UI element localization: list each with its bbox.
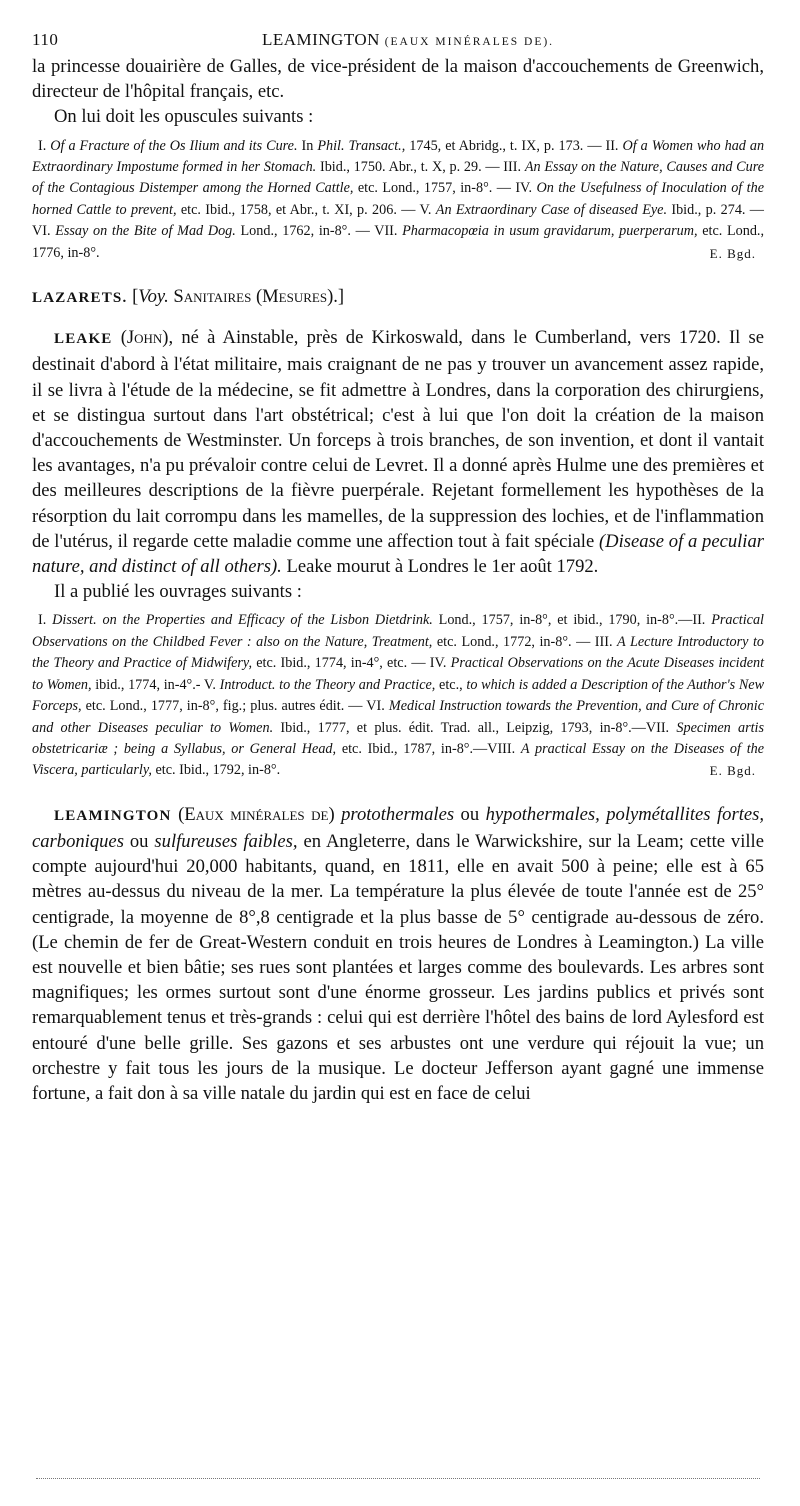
author-signature: E. Bgd. bbox=[709, 245, 756, 261]
leamington-term: sulfureuses faibles, bbox=[154, 830, 298, 852]
biblio-text: Lond., 1757, in-8°, et ibid., 1790, in-8°.—II. bbox=[438, 612, 706, 629]
biblio-title: A Lecture Introductory to the Theory and Practice of Midwifery, bbox=[32, 633, 765, 672]
page-number: 110 bbox=[32, 30, 59, 49]
biblio-text: etc. Ibid., 1792, in-8°. bbox=[155, 762, 281, 779]
biblio-title: A practical Essay on the Diseases of the Viscera, particularly, bbox=[32, 740, 765, 779]
biblio-text: etc. Lond., 1772, in-8°. — III. bbox=[436, 633, 613, 650]
biblio-title: to which is added a Description of the Author's New Forceps, bbox=[32, 676, 765, 715]
running-head bbox=[32, 30, 764, 54]
leamington-text: ou bbox=[460, 803, 480, 825]
running-title bbox=[32, 30, 764, 50]
leamington-subtitle: (Eaux minérales de) bbox=[178, 803, 335, 825]
biblio-title: An Extraordinary Case of diseased Eye. bbox=[435, 201, 668, 218]
biblio-title: Introduct. to the Theory and Practice, bbox=[219, 676, 436, 693]
biblio-title: On the Usefulness of Inoculation of the horned Cattle to prevent, bbox=[32, 180, 765, 218]
leamington-description: en Angleterre, dans le Warwickshire, sur la Leam; cette ville compte aujourd'hui 20,000 habitants, quand, en 1811, elle en avait 500 à peine; elle est à 65 mètres au-dessus du niveau de la mer. La température la plus élevée de toute l'année est de 25° centigrade, la moyenne de 8°,8 centigrade et la plus basse de 5° centigrade au-dessous de zéro. (Le chemin de fer de Great-Western conduit en trois heures de Londres à Leamington.) La ville est nouvelle et bien bâtie; ses rues sont plantées et larges comme des boulevards. Les arbres sont magnifiques; les ormes surtout sont d'une énorme grosseur. Les jardins publics et privés sont remarquablement tenus et très-grands : celui qui est derrière l'hôtel des bains de lord Aylesford est entouré d'une belle grille. Ses gazons et ses arbustes ont une verdure qui réjouit la vue; un orchestre y fait tous les jours de la musique. Le docteur Jefferson ayant gagné une immense fortune, a fait don à sa ville natale du jardin qui est en face de celui bbox=[32, 830, 764, 1104]
biblio-title: Essay on the Bite of Mad Dog. bbox=[55, 223, 236, 240]
leake-quote: (Disease of a peculiar nature, and distinct of all others). bbox=[32, 530, 764, 578]
leamington-term: protothermales bbox=[341, 803, 455, 825]
leamington-text: ou bbox=[129, 830, 149, 852]
biblio-text: etc., bbox=[439, 676, 463, 693]
footer-dotted-rule bbox=[36, 1478, 760, 1479]
entry-leamington bbox=[32, 802, 764, 1106]
intro-works-heading: On lui doit les opuscules suivants : bbox=[54, 106, 314, 128]
biblio-text: Ibid., 1777, et plus. édit. Trad. all., Leipzig, 1793, in-8°.—VII. bbox=[280, 719, 670, 736]
cross-ref-bracket: [ bbox=[132, 286, 139, 308]
biblio-text: Lond., 1762, in-8°. — VII. bbox=[240, 223, 398, 240]
biblio-text: etc. Lond., 1757, in-8°. — IV. bbox=[357, 180, 533, 197]
leake-forename: (John), bbox=[120, 327, 174, 349]
headword-leake: LEAKE bbox=[54, 331, 113, 348]
biblio-title: Dissert. on the Properties and Efficacy of the Lisbon Dietdrink. bbox=[52, 612, 433, 629]
biblio-text: etc. Ibid., 1774, in-4°, etc. — IV. bbox=[256, 655, 447, 672]
biblio-text: 1745, et Abridg., t. IX, p. 173. — II. bbox=[409, 137, 619, 154]
bibliography-entry bbox=[32, 610, 764, 781]
intro-continuation: la princesse douairière de Galles, de vice-président de la maison d'accouchements de Greenwich, directeur de l'hôpital français, etc. bbox=[32, 56, 764, 103]
leake-death: Leake mourut à Londres le 1er août 1792. bbox=[286, 556, 599, 578]
author-signature: E. Bgd. bbox=[709, 763, 756, 779]
cross-ref-target: Sanitaires (Mesures).] bbox=[173, 286, 345, 308]
cross-ref-voy: Voy. bbox=[138, 286, 169, 308]
biblio-title: Medical Instruction towards the Prevention, and Cure of Chronic and other Diseases peculiar to Women. bbox=[32, 698, 765, 736]
headword-lazarets: LAZARETS. bbox=[32, 290, 128, 307]
biblio-title: Of a Fracture of the Os Ilium and its Cure. bbox=[50, 137, 298, 154]
running-title-main: LEAMINGTON bbox=[261, 30, 380, 49]
biblio-text: I. bbox=[38, 137, 47, 154]
biblio-text: etc. Ibid., 1758, et Abr., t. XI, p. 206. — V. bbox=[180, 201, 432, 218]
biblio-title: Of a Women who had an Extraordinary Impostume formed in her Stomach. bbox=[32, 137, 765, 176]
headword-leamington: LEAMINGTON bbox=[54, 807, 172, 824]
entry-leake bbox=[32, 325, 764, 579]
biblio-title: An Essay on the Nature, Causes and Cure of the Contagious Distemper among the Horned Cattle, bbox=[32, 159, 765, 197]
biblio-text: I. bbox=[38, 612, 47, 629]
biblio-text: Ibid., p. 274. — VI. bbox=[32, 201, 764, 240]
leamington-term: hypothermales, polymétallites fortes, carboniques bbox=[32, 803, 765, 852]
biblio-title: Pharmacopœia in usum gravidarum, puerperarum, bbox=[402, 223, 698, 240]
biblio-text: etc. Ibid., 1787, in-8°.—VIII. bbox=[341, 740, 516, 757]
running-title-sub: (EAUX MINÉRALES DE). bbox=[384, 36, 555, 48]
biblio-title: Specimen artis obstetricariæ ; being a Syllabus, or General Head, bbox=[32, 719, 765, 757]
biblio-text: etc. Lond., 1777, in-8°, fig.; plus. autres édit. — VI. bbox=[85, 698, 385, 715]
entry-lazarets bbox=[32, 284, 764, 311]
leake-works-heading: Il a publié les ouvrages suivants : bbox=[54, 581, 302, 603]
biblio-title: Phil. Transact., bbox=[317, 137, 406, 154]
biblio-text: Ibid., 1750. Abr., t. X, p. 29. — III. bbox=[319, 159, 522, 176]
biblio-text: etc. Lond., 1776, in-8°. bbox=[32, 223, 765, 261]
biblio-title: Practical Observations on the Childbed Fever : also on the Nature, Treatment, bbox=[32, 612, 764, 650]
leake-biography: né à Ainstable, près de Kirkoswald, dans le Cumberland, vers 1720. Il se destinait d'abord à l'état militaire, mais craignant de ne pas y trouver un avancement assez rapide, il se livra à l'étude de la médecine, se fit admettre à Londres, dans la corporation des chirurgiens, et se distingua surtout dans l'art obstétrical; c'est à lui que l'on doit la création de la maison d'accouchements de Westminster. Un forceps à trois branches, de son invention, et dont il vantait les avantages, n'a pu prévaloir contre celui de Levret. Il a donné après Hulme une des premières et des meilleures descriptions de la fièvre puerpérale. Rejetant formellement les hypothèses de la résorption du lait corrompu dans les mamelles, de la suppression des lochies, et de l'inflammation de l'utérus, il regarde cette maladie comme une affection tout à fait spéciale bbox=[32, 327, 764, 552]
bibliography-entry bbox=[32, 136, 764, 264]
biblio-text: In bbox=[301, 137, 314, 154]
biblio-text: ibid., 1774, in-4°.- V. bbox=[95, 676, 216, 693]
biblio-title: Practical Observations on the Acute Diseases incident to Women, bbox=[32, 655, 765, 693]
